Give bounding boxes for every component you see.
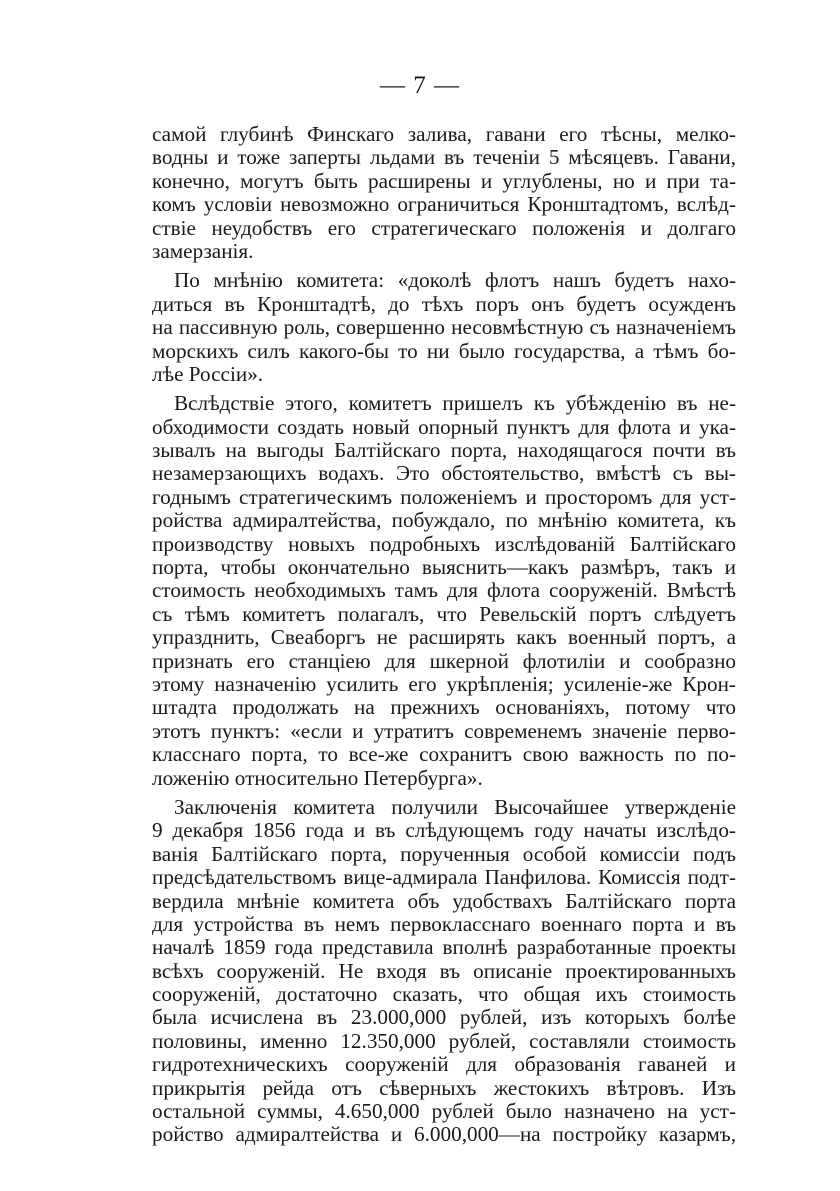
text-line: водны и тоже заперты льдами въ теченіи 5 мѣсяцевъ. Гавани, <box>152 146 736 170</box>
text-line: лѣе Россіи». <box>152 362 264 386</box>
text-line: предсѣдательствомъ вице-адмирала Панфилова. Комиссія подт- <box>152 866 736 890</box>
text-line: всѣхъ сооруженій. Не входя въ описаніе проектированныхъ <box>152 959 736 983</box>
text-line: съ тѣмъ комитетъ полагалъ, что Ревельскій портъ слѣдуетъ <box>152 602 736 626</box>
text-line: началѣ 1859 года представила вполнѣ разработанные проекты <box>152 936 736 960</box>
paragraph-4 <box>152 796 736 1147</box>
text-line: вердила мнѣніе комитета объ удобствахъ Балтійскаго порта <box>152 889 736 913</box>
text-line: стоимость необходимыхъ тамъ для флота сооруженій. Вмѣстѣ <box>152 579 736 603</box>
text-line: этотъ пунктъ: «если и утратитъ современемъ значеніе перво- <box>152 719 736 743</box>
text-line: половины, именно 12.350,000 рублей, составляли стоимость <box>152 1029 736 1053</box>
text-line: зывалъ на выгоды Балтійскаго порта, находящагося почти въ <box>152 439 736 463</box>
text-line: Вслѣдствіе этого, комитетъ пришелъ къ убѣжденію въ не- <box>174 392 736 416</box>
text-line: незамерзающихъ водахъ. Это обстоятельство, вмѣстѣ съ вы- <box>152 462 736 486</box>
text-line: ройство адмиралтейства и 6.000,000—на постройку казармъ, <box>152 1123 736 1147</box>
text-line: производству новыхъ подробныхъ изслѣдованій Балтійскаго <box>152 532 736 556</box>
text-line: замерзанія. <box>152 239 254 263</box>
text-line: упразднить, Свеаборгъ не расширять какъ военный портъ, а <box>152 626 736 650</box>
text-line: ванія Балтійскаго порта, порученныя особой комиссіи подъ <box>152 842 736 866</box>
page-number: — 7 — <box>380 72 460 99</box>
text-line: ложенію относительно Петербурга». <box>152 766 483 790</box>
text-line: прикрытія рейда отъ сѣверныхъ жестокихъ вѣтровъ. Изъ <box>152 1076 736 1100</box>
body-text <box>152 123 736 1147</box>
text-line: остальной суммы, 4.650,000 рублей было назначено на уст- <box>152 1100 736 1124</box>
text-line: По мнѣнію комитета: «доколѣ флотъ нашъ будетъ нахо- <box>174 269 736 293</box>
text-line: гидротехническихъ сооруженій для образованія гаваней и <box>152 1053 736 1077</box>
text-line: 9 декабря 1856 года и въ слѣдующемъ году начаты изслѣдо- <box>152 819 736 843</box>
text-line: на пассивную роль, совершенно несовмѣстную съ назначеніемъ <box>152 316 736 340</box>
text-line: признать его станціею для шкерной флотиліи и сообразно <box>152 649 736 673</box>
text-line: комъ условіи невозможно ограничиться Кронштадтомъ, вслѣд- <box>152 193 736 217</box>
text-line: конечно, могутъ быть расширены и углублены, но и при та- <box>152 169 736 193</box>
text-line: самой глубинѣ Финскаго залива, гавани его тѣсны, мелко- <box>152 123 736 146</box>
text-line: для устройства въ немъ первокласснаго военнаго порта и въ <box>152 912 736 936</box>
text-line: Заключенія комитета получили Высочайшее утвержденіе <box>174 795 736 819</box>
text-line: диться въ Кронштадтѣ, до тѣхъ поръ онъ будетъ осужденъ <box>152 292 736 316</box>
text-line: была исчислена въ 23.000,000 рублей, изъ которыхъ болѣе <box>152 1006 736 1030</box>
text-line: ройства адмиралтейства, побуждало, по мнѣнію комитета, къ <box>152 509 736 533</box>
text-line: годнымъ стратегическимъ положеніемъ и просторомъ для уст- <box>152 485 736 509</box>
text-line: морскихъ силъ какого-бы то ни было государства, а тѣмъ бо- <box>152 339 736 363</box>
paragraph-2 <box>152 269 736 386</box>
text-line: штадта продолжать на прежнихъ основаніяхъ, потому что <box>152 696 736 720</box>
text-line: сооруженій, достаточно сказать, что общая ихъ стоимость <box>152 983 736 1007</box>
text-line: порта, чтобы окончательно выяснить—какъ размѣръ, такъ и <box>152 556 736 580</box>
text-line: ствіе неудобствъ его стратегическаго положенія и долгаго <box>152 216 736 240</box>
text-line: обходимости создать новый опорный пунктъ для флота и ука- <box>152 415 736 439</box>
paragraph-3 <box>152 392 736 790</box>
paragraph-1 <box>152 123 736 263</box>
text-line: класснаго порта, то все-же сохранитъ свою важность по по- <box>152 743 736 767</box>
text-line: этому назначенію усилить его укрѣпленія; усиленіе-же Крон- <box>152 672 736 696</box>
